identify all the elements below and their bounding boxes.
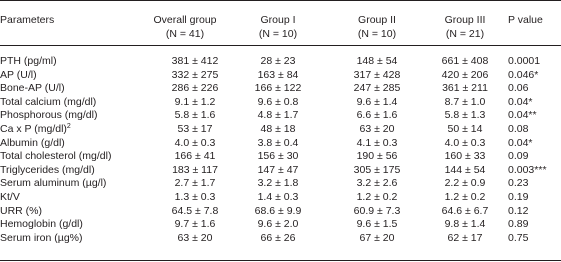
cell-group1: 163 ± 84 [257, 68, 299, 81]
cell-group3: 661 ± 408 [441, 55, 489, 67]
cell-group2: 247 ± 285 [353, 82, 401, 95]
header-p-value: P value [508, 14, 543, 26]
cell-group2: 4.1 ± 0.3 [356, 136, 398, 149]
cell-parameter [0, 218, 83, 232]
cell-parameter [0, 69, 37, 83]
cell-group1: 28 ± 23 [260, 55, 296, 67]
header-group3-line1: Group III [444, 14, 486, 26]
cell-p-value: 0.04* [508, 136, 533, 149]
header-group2-line2: (N = 10) [357, 28, 397, 40]
cell-parameter-text: URR (%) [0, 204, 42, 217]
cell-p-value: 0.0001 [508, 55, 541, 67]
table-row [0, 218, 561, 232]
cell-overall: 63 ± 20 [177, 231, 213, 244]
cell-group1: 48 ± 18 [260, 122, 296, 135]
cell-group1: 147 ± 47 [257, 163, 299, 176]
cell-group1: 9.6 ± 0.8 [257, 95, 299, 108]
cell-parameter [0, 96, 96, 110]
cell-overall: 9.1 ± 1.2 [174, 95, 216, 108]
cell-parameter [0, 232, 83, 246]
cell-parameter-text: Serum iron (µg%) [0, 231, 83, 244]
cell-group2: 317 ± 428 [353, 68, 401, 81]
cell-parameter-text: Triglycerides (mg/dl) [0, 163, 95, 176]
cell-group2: 60.9 ± 7.3 [353, 204, 401, 217]
cell-parameter [0, 205, 42, 219]
cell-parameter [0, 82, 65, 96]
cell-parameter-text: PTH (pg/ml) [0, 55, 57, 67]
cell-group3: 160 ± 33 [444, 150, 486, 163]
cell-group3: 50 ± 14 [447, 122, 483, 135]
cell-parameter [0, 123, 71, 137]
table-row [0, 69, 561, 83]
cell-overall: 53 ± 17 [177, 122, 213, 135]
cell-parameter [0, 55, 57, 69]
cell-group2: 63 ± 20 [359, 122, 395, 135]
table-row [0, 150, 561, 164]
cell-group2: 1.2 ± 0.2 [356, 190, 398, 203]
cell-group2: 148 ± 54 [356, 55, 398, 67]
table-body [0, 55, 561, 245]
table-row [0, 164, 561, 178]
cell-parameter-text: AP (U/l) [0, 68, 37, 81]
cell-group1: 1.4 ± 0.3 [257, 190, 299, 203]
cell-overall: 9.7 ± 1.6 [174, 218, 216, 231]
cell-overall: 166 ± 41 [174, 150, 216, 163]
cell-overall: 64.5 ± 7.8 [171, 204, 219, 217]
cell-p-value: 0.09 [508, 150, 529, 163]
header-group1-line2: (N = 10) [258, 28, 298, 40]
table-header-row [0, 14, 561, 42]
header-group2-line1: Group II [358, 14, 396, 26]
table-row [0, 109, 561, 123]
cell-group1: 68.6 ± 9.9 [254, 204, 302, 217]
header-group1-line1: Group I [260, 14, 296, 26]
cell-parameter-text: Albumin (g/dl) [0, 136, 65, 149]
cell-group2: 305 ± 175 [353, 163, 401, 176]
cell-parameter-text: Phosphorous (mg/dl) [0, 109, 98, 122]
cell-group3: 8.7 ± 1.0 [444, 95, 486, 108]
table-row [0, 205, 561, 219]
cell-group1: 9.6 ± 2.0 [257, 218, 299, 231]
cell-parameter [0, 177, 106, 191]
table-header-rule [0, 45, 561, 46]
cell-overall: 286 ± 226 [171, 82, 219, 95]
cell-parameter-superscript: 2 [66, 122, 71, 130]
cell-overall: 381 ± 412 [171, 55, 219, 67]
cell-parameter [0, 137, 65, 151]
cell-group3: 361 ± 211 [442, 82, 488, 95]
cell-group1: 66 ± 26 [260, 231, 296, 244]
cell-parameter [0, 109, 97, 123]
cell-p-value: 0.89 [508, 218, 529, 231]
cell-parameter-text: Total calcium (mg/dl) [0, 95, 97, 108]
cell-parameter-text: Kt/V [0, 190, 20, 203]
cell-parameter [0, 150, 111, 164]
cell-group1: 166 ± 122 [254, 82, 302, 95]
cell-overall: 332 ± 275 [171, 68, 219, 81]
cell-p-value: 0.06 [508, 82, 529, 95]
cell-parameter-text: Total cholesterol (mg/dl) [0, 150, 112, 163]
table-bottom-rule [0, 260, 561, 261]
cell-overall: 1.3 ± 0.3 [174, 190, 216, 203]
cell-group3: 420 ± 206 [441, 68, 489, 81]
cell-group2: 190 ± 56 [356, 150, 398, 163]
table-row [0, 123, 561, 137]
cell-group2: 3.2 ± 2.6 [356, 177, 398, 190]
cell-parameter-text: Bone-AP (U/l) [0, 82, 65, 95]
table-row [0, 232, 561, 246]
cell-group2: 6.6 ± 1.6 [356, 109, 398, 122]
cell-group3: 2.2 ± 0.9 [444, 177, 486, 190]
cell-p-value: 0.75 [508, 231, 529, 244]
cell-parameter-text: Serum aluminum (µg/l) [0, 177, 107, 190]
cell-p-value: 0.08 [508, 122, 529, 135]
cell-group3: 64.6 ± 6.7 [441, 204, 489, 217]
cell-group3: 4.0 ± 0.3 [444, 136, 486, 149]
cell-group2: 67 ± 20 [359, 231, 395, 244]
cell-overall: 183 ± 117 [172, 163, 218, 176]
cell-group2: 9.6 ± 1.5 [356, 218, 398, 231]
cell-group3: 62 ± 17 [447, 231, 483, 244]
table-row [0, 177, 561, 191]
cell-group1: 156 ± 30 [257, 150, 299, 163]
header-group3-line2: (N = 21) [445, 28, 485, 40]
cell-group3: 9.8 ± 1.4 [444, 218, 486, 231]
cell-p-value: 0.12 [508, 204, 529, 217]
table-row [0, 96, 561, 110]
cell-overall: 2.7 ± 1.7 [174, 177, 216, 190]
table-row [0, 55, 561, 69]
header-overall-line1: Overall group [153, 14, 217, 26]
header-overall-line2: (N = 41) [165, 28, 205, 40]
cell-group1: 4.8 ± 1.7 [257, 109, 299, 122]
cell-p-value: 0.003*** [508, 163, 547, 176]
cell-p-value: 0.046* [508, 68, 539, 81]
cell-overall: 5.8 ± 1.6 [174, 109, 216, 122]
cell-p-value: 0.23 [508, 177, 529, 190]
cell-overall: 4.0 ± 0.3 [174, 136, 216, 149]
cell-p-value: 0.04* [508, 95, 533, 108]
cell-parameter-text: Hemoglobin (g/dl) [0, 218, 83, 231]
table-row [0, 82, 561, 96]
cell-group1: 3.8 ± 0.4 [257, 136, 299, 149]
header-parameters: Parameters [0, 14, 55, 26]
cell-group3: 1.2 ± 0.2 [444, 190, 486, 203]
cell-parameter [0, 191, 20, 205]
cell-group3: 5.8 ± 1.3 [444, 109, 486, 122]
cell-group1: 3.2 ± 1.8 [257, 177, 299, 190]
cell-p-value: 0.19 [508, 190, 529, 203]
cell-group3: 144 ± 54 [444, 163, 486, 176]
cell-p-value: 0.04** [508, 109, 537, 122]
table-row [0, 137, 561, 151]
cell-parameter [0, 164, 95, 178]
cell-group2: 9.6 ± 1.4 [356, 95, 398, 108]
table-row [0, 191, 561, 205]
table-top-rule [0, 0, 561, 1]
cell-parameter-text: Ca x P (mg/dl) [0, 122, 67, 135]
